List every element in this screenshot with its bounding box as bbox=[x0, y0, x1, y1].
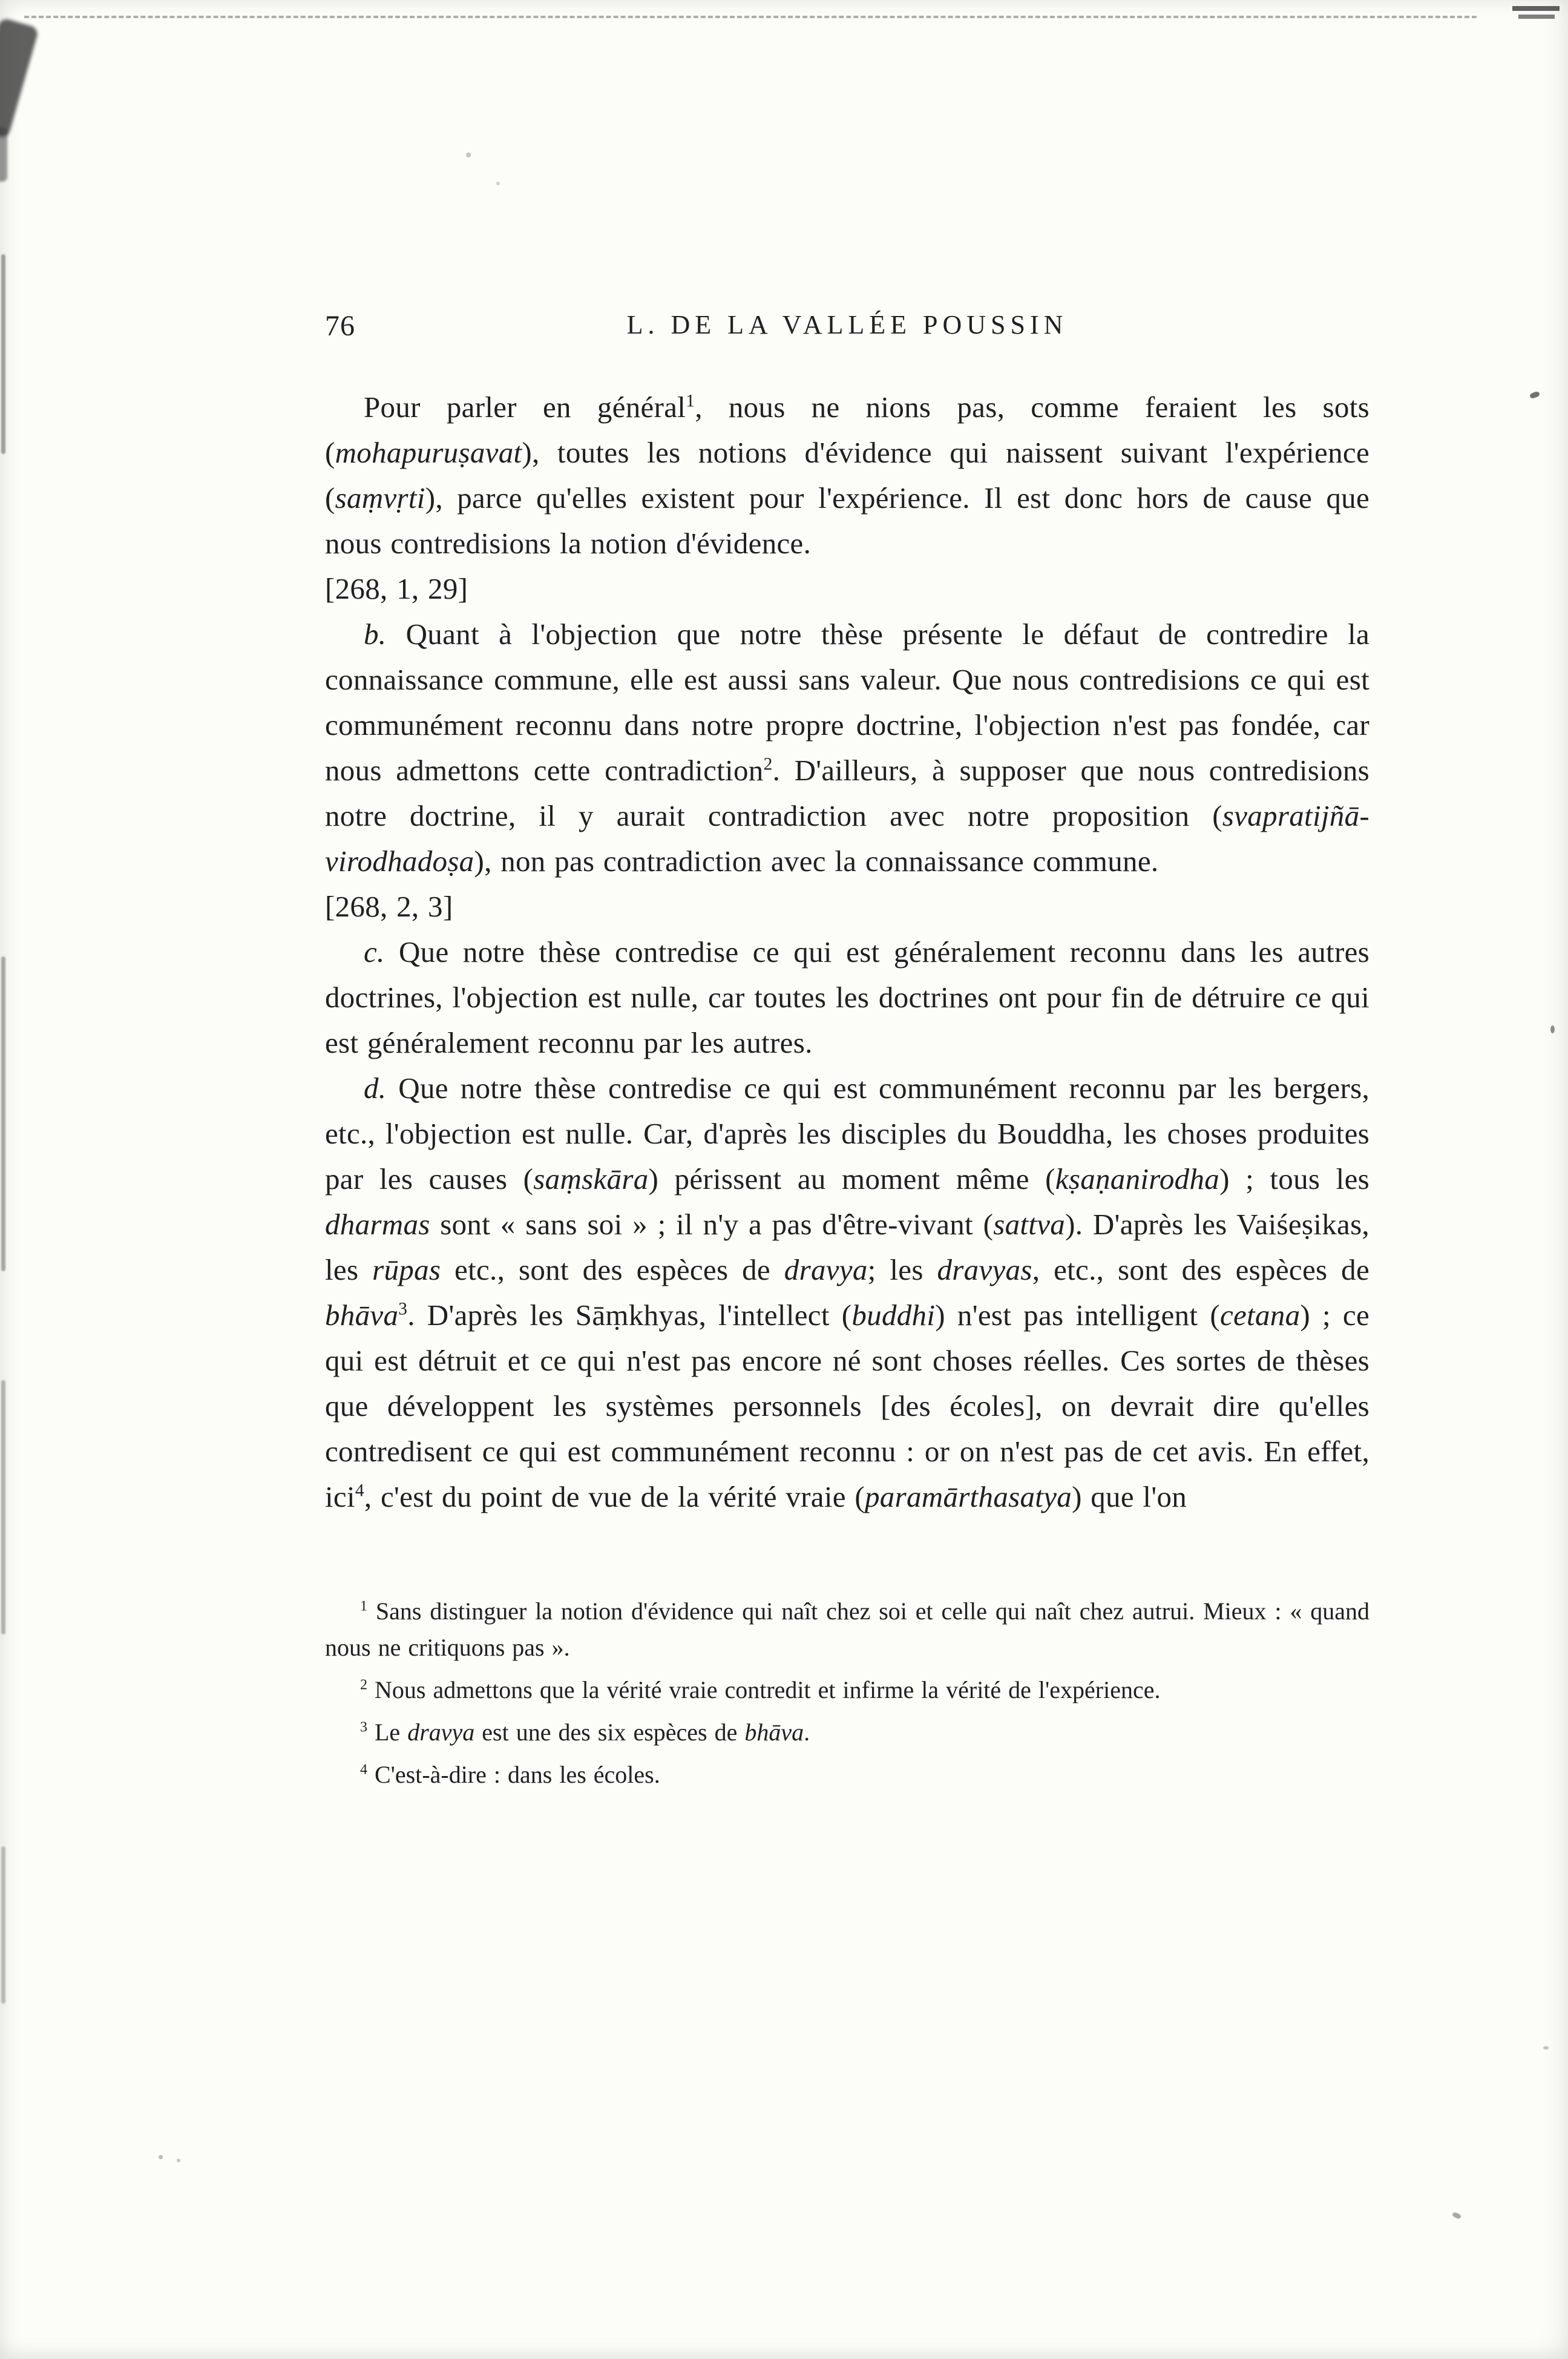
footnotes-list bbox=[325, 1593, 1370, 1793]
body-paragraph bbox=[325, 1065, 1370, 1519]
scan-artifact-edge-streak bbox=[1, 1846, 5, 2004]
italic-term: b. bbox=[364, 617, 387, 651]
text-run: Nous admettons que la vérité vraie contredit et infirme la vérité de l'expérience. bbox=[375, 1676, 1161, 1703]
scan-artifact-speck bbox=[466, 153, 471, 157]
italic-term: d. bbox=[364, 1071, 387, 1105]
italic-term: saṃskāra bbox=[533, 1162, 649, 1196]
scan-artifact-speck bbox=[1529, 391, 1540, 400]
page-number: 76 bbox=[325, 310, 355, 342]
italic-term: bhāva bbox=[744, 1719, 804, 1746]
bracket-reference-line bbox=[325, 566, 1370, 611]
italic-term: dravya bbox=[784, 1253, 868, 1286]
text-run: Quant à l'objection que notre thèse présente le défaut de contredire la connaissance commune, elle est aussi sans valeur. Que nous contredisions ce qui est communément reconnu dans notre propre doctrine, l'objection n'est pas fondée, car nous admettons cette contradiction bbox=[325, 617, 1370, 787]
text-run: ) n'est pas intelligent ( bbox=[935, 1298, 1220, 1332]
body-paragraph bbox=[325, 611, 1370, 884]
text-run: ), non pas contradiction avec la connaissance commune. bbox=[474, 844, 1159, 878]
page-header bbox=[325, 306, 1370, 349]
text-run: ) que l'on bbox=[1072, 1480, 1187, 1513]
italic-term: saṃvṛti bbox=[335, 481, 425, 515]
bracket-reference-line bbox=[325, 884, 1370, 929]
text-column bbox=[325, 306, 1370, 1799]
scan-artifact-speck bbox=[1452, 2211, 1461, 2219]
text-run: ) ; tous les bbox=[1219, 1162, 1370, 1196]
italic-term: dharmas bbox=[325, 1208, 430, 1241]
text-run: Que notre thèse contredise ce qui est généralement reconnu dans les autres doctrines, l'objection est nulle, car toutes les doctrines ont pour fin de détruire ce qui est généralement reconnu par les autres. bbox=[325, 935, 1370, 1059]
italic-term: paramārthasatya bbox=[864, 1480, 1072, 1513]
footnote-reference-number: 2 bbox=[763, 754, 773, 774]
body-paragraph bbox=[325, 384, 1370, 566]
scan-artifact-corner-smudge bbox=[0, 18, 39, 139]
italic-term: kṣaṇanirodha bbox=[1055, 1162, 1220, 1196]
text-run: ) ; ce qui est détruit et ce qui n'est pas encore né sont choses réelles. Ces sortes de thèses que développent les systèmes personnels [des écoles], on devrait dire qu'elles contredisent ce qui est communément reconnu : or on n'est pas de cet avis. En effet, ici bbox=[325, 1298, 1370, 1513]
text-run: etc., sont des espèces de bbox=[441, 1253, 784, 1286]
text-run: ). D'après les Vaiśeṣikas, les bbox=[325, 1208, 1370, 1286]
text-run: C'est-à-dire : dans les écoles. bbox=[375, 1761, 660, 1788]
footnote-marker: 2 bbox=[360, 1677, 367, 1693]
text-run: , c'est du point de vue de la vérité vraie ( bbox=[364, 1480, 865, 1513]
italic-term: rūpas bbox=[372, 1253, 441, 1286]
footnote bbox=[325, 1672, 1370, 1708]
italic-term: buddhi bbox=[851, 1298, 936, 1332]
text-run: , etc., sont des espèces de bbox=[1032, 1253, 1370, 1286]
text-run: . D'après les Sāṃkhyas, l'intellect ( bbox=[407, 1298, 852, 1332]
text-run: [268, 1, 29] bbox=[325, 572, 468, 605]
text-run: . bbox=[804, 1719, 810, 1746]
text-run: Le bbox=[375, 1719, 408, 1746]
footnote-reference-number: 1 bbox=[686, 391, 695, 411]
footnote bbox=[325, 1714, 1370, 1751]
text-run: ; les bbox=[867, 1253, 937, 1286]
italic-term: cetana bbox=[1219, 1298, 1301, 1332]
running-title: L. DE LA VALLÉE POUSSIN bbox=[626, 310, 1068, 340]
text-run: , nous ne nions pas, comme feraient les sots ( bbox=[325, 390, 1370, 469]
scan-artifact-speck bbox=[159, 2155, 163, 2159]
footnote-reference-number: 4 bbox=[355, 1481, 364, 1501]
text-run: sont « sans soi » ; il n'y a pas d'être-vivant ( bbox=[430, 1208, 994, 1241]
footnote-marker: 1 bbox=[360, 1598, 367, 1614]
footnote-marker: 4 bbox=[360, 1762, 367, 1778]
footnote bbox=[325, 1757, 1370, 1793]
italic-term: sattva bbox=[993, 1208, 1066, 1241]
italic-term: c. bbox=[364, 935, 385, 969]
scan-artifact-speck bbox=[177, 2159, 180, 2162]
footnote-marker: 3 bbox=[360, 1719, 367, 1736]
footnote bbox=[325, 1593, 1370, 1666]
scan-artifact-edge-streak bbox=[1, 1380, 5, 1634]
scan-artifact-top-dashed-rule bbox=[24, 16, 1477, 18]
italic-term: bhāva bbox=[325, 1298, 399, 1332]
text-run: Que notre thèse contredise ce qui est communément reconnu par les bergers, etc., l'objection est nulle. Car, d'après les disciples du Bouddha, les choses produites par les causes ( bbox=[325, 1071, 1370, 1196]
scan-artifact-corner-smudge-2 bbox=[0, 127, 7, 182]
scan-artifact-speck bbox=[1543, 2046, 1549, 2050]
text-run: Pour parler en général bbox=[364, 390, 686, 424]
italic-term: dravyas bbox=[937, 1253, 1032, 1286]
scan-artifact-edge-streak bbox=[1, 254, 5, 454]
text-run: est une des six espèces de bbox=[474, 1719, 745, 1746]
italic-term: mohapuruṣavat bbox=[335, 436, 522, 469]
scan-artifact-speck bbox=[496, 182, 500, 185]
text-run: ), toutes les notions d'évidence qui naissent suivant l'expérience ( bbox=[325, 436, 1370, 515]
text-run: ) périssent au moment même ( bbox=[648, 1162, 1055, 1196]
scan-artifact-edge-streak bbox=[1, 956, 5, 1271]
text-run: Sans distinguer la notion d'évidence qui naît chez soi et celle qui naît chez autrui. Mieux : « quand nous ne critiquons pas ». bbox=[325, 1597, 1370, 1661]
body-text bbox=[325, 384, 1370, 1519]
text-run: . D'ailleurs, à supposer que nous contredisions notre doctrine, il y aurait contradiction avec notre proposition ( bbox=[325, 754, 1370, 832]
italic-term: svapratijñā-virodhadoṣa bbox=[325, 799, 1370, 878]
body-paragraph bbox=[325, 929, 1370, 1065]
footnote-reference-number: 3 bbox=[398, 1299, 408, 1319]
text-run: ), parce qu'elles existent pour l'expérience. Il est donc hors de cause que nous contredisions la notion d'évidence. bbox=[325, 481, 1370, 560]
text-run: [268, 2, 3] bbox=[325, 890, 453, 923]
italic-term: dravya bbox=[407, 1719, 475, 1746]
scan-artifact-top-right-mark bbox=[1512, 5, 1560, 23]
scan-artifact-speck bbox=[1550, 1025, 1555, 1033]
